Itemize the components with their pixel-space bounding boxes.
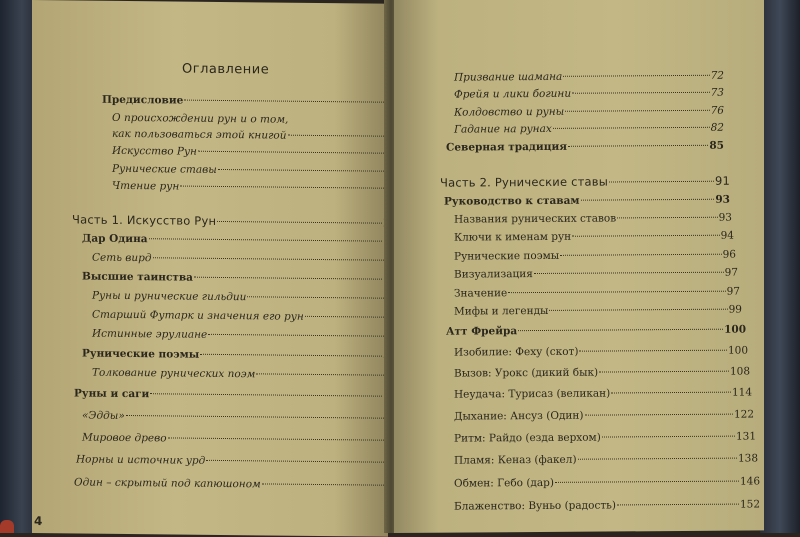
toc-entry[interactable]: Мифы и легенды 99 xyxy=(454,303,742,318)
toc-entry[interactable]: Дар Одина xyxy=(82,233,398,249)
toc-part-entry[interactable]: Часть 1. Искусство Рун xyxy=(72,213,398,229)
toc-entry[interactable]: Норны и источник урд xyxy=(76,453,398,469)
toc-entry[interactable]: Изобилие: Феху (скот) 100 xyxy=(454,344,748,359)
toc-entry[interactable]: Сеть вирд xyxy=(92,252,398,268)
toc-entry[interactable]: Старший Футарк и значения его рун xyxy=(92,309,398,325)
toc-entry[interactable]: Визуализация 97 xyxy=(454,266,738,281)
toc-entry[interactable]: «Эдды» xyxy=(82,410,398,426)
toc-entry[interactable]: Блаженство: Вуньо (радость) 152 xyxy=(454,498,760,513)
toc-entry-line: О происхождении рун и о том, xyxy=(112,111,289,126)
toc-entry[interactable]: Дыхание: Ансуз (Один) 122 xyxy=(454,408,754,423)
book-cover-left xyxy=(0,0,36,533)
toc-entry[interactable]: Обмен: Гебо (дар) 146 xyxy=(454,475,760,490)
page-number: 4 xyxy=(34,514,43,529)
toc-entry[interactable]: Предисловие xyxy=(102,94,398,110)
toc-entry[interactable]: Атт Фрейра 100 xyxy=(446,323,746,338)
toc-entry[interactable]: Ключи к именам рун 94 xyxy=(454,229,734,244)
toc-entry[interactable]: Фрейя и лики богини 73 xyxy=(454,86,724,101)
toc-entry[interactable]: Ритм: Райдо (езда верхом) 131 xyxy=(454,430,756,445)
toc-heading: Оглавление xyxy=(182,61,270,78)
toc-entry[interactable]: Чтение рун xyxy=(112,180,398,196)
toc-entry[interactable]: Истинные эрулиане xyxy=(92,328,398,344)
toc-entry[interactable]: Руны и саги xyxy=(74,387,398,403)
book-cover-right xyxy=(760,0,800,533)
toc-entry[interactable]: Мировое древо xyxy=(82,432,398,448)
toc-entry[interactable]: Вызов: Урокс (дикий бык) 108 xyxy=(454,365,750,380)
toc-entry[interactable]: Значение 97 xyxy=(454,285,740,300)
toc-entry[interactable]: Пламя: Кеназ (факел) 138 xyxy=(454,452,758,467)
bookmark-ribbon xyxy=(0,520,14,533)
toc-entry[interactable]: как пользоваться этой книгой xyxy=(112,128,398,144)
toc-entry[interactable]: Названия рунических ставов 93 xyxy=(454,211,732,226)
toc-entry[interactable]: Рунические поэмы 96 xyxy=(454,248,736,263)
toc-entry[interactable]: Гадание на рунах 82 xyxy=(454,121,724,136)
toc-entry[interactable]: Один – скрытый под капюшоном xyxy=(74,476,398,492)
toc-entry[interactable]: Рунические ставы xyxy=(112,163,398,179)
toc-entry[interactable]: Рунические поэмы xyxy=(82,348,398,364)
toc-entry[interactable]: Руководство к ставам 93 xyxy=(444,193,730,208)
toc-entry[interactable]: Неудача: Турисаз (великан) 114 xyxy=(454,386,752,401)
toc-entry[interactable]: Руны и рунические гильдии xyxy=(92,290,398,306)
toc-entry[interactable]: Толкование рунических поэм xyxy=(92,367,398,383)
right-page xyxy=(394,0,764,533)
toc-entry[interactable]: Призвание шамана 72 xyxy=(454,69,724,84)
toc-entry[interactable]: Северная традиция 85 xyxy=(446,139,724,154)
toc-entry[interactable]: Искусство Рун xyxy=(112,145,398,161)
left-page xyxy=(32,0,388,537)
toc-entry[interactable]: Высшие таинства xyxy=(82,271,398,287)
toc-entry[interactable]: Колдовство и руны 76 xyxy=(454,104,724,119)
toc-part-entry[interactable]: Часть 2. Рунические ставы 91 xyxy=(440,173,730,190)
